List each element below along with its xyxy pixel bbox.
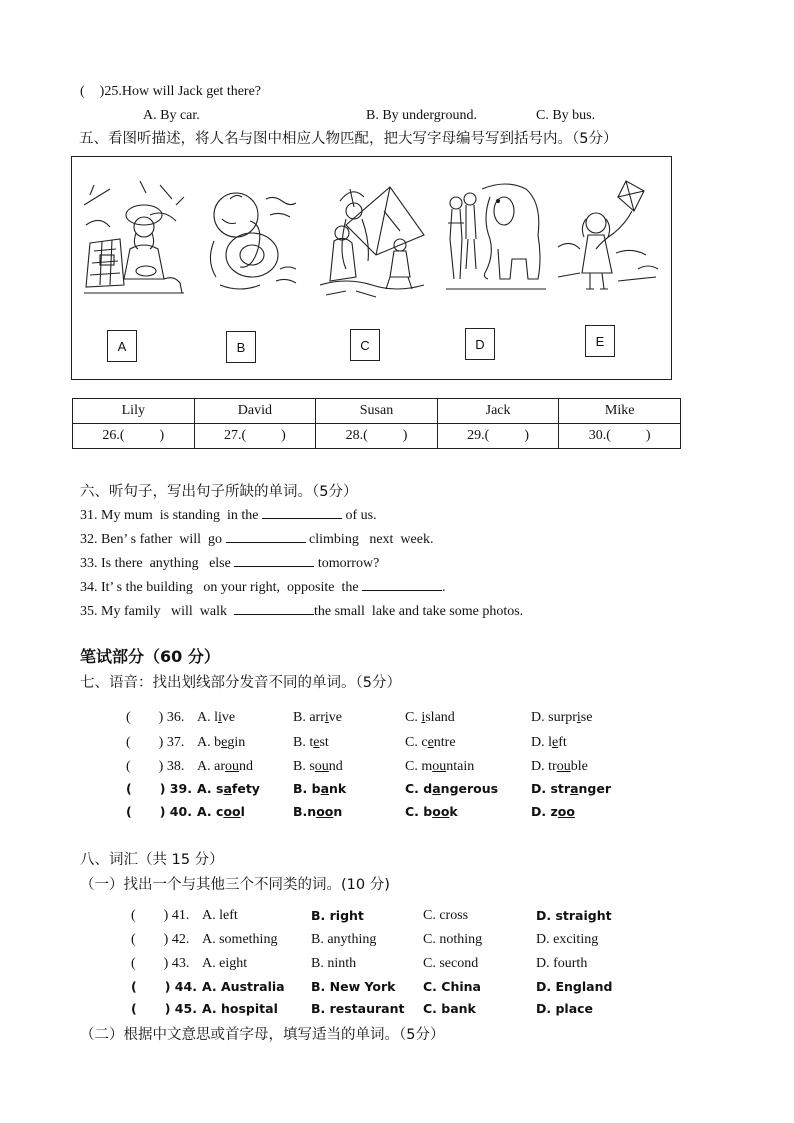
option-letter: D. [531, 735, 549, 750]
q25-stem: 25.How will Jack get there? [104, 84, 262, 99]
picture-d-elephant-zoo [446, 179, 546, 297]
picture-letter-b: B [226, 331, 256, 363]
word-part: b [423, 804, 433, 819]
q35-blank[interactable] [234, 601, 314, 615]
word-part: l [548, 735, 553, 750]
answer-cell-30[interactable]: 30.( ) [559, 424, 681, 449]
table-row [73, 399, 681, 424]
q37-option-c [405, 735, 456, 751]
word-part: ntain [446, 759, 475, 774]
answer-paren-q40[interactable] [126, 804, 192, 819]
answer-paren: ) [99, 84, 105, 99]
q33-line [80, 553, 379, 572]
underlined-letters: oo [223, 804, 241, 819]
underlined-letters: ou [314, 759, 329, 774]
underlined-letters: i [421, 710, 426, 725]
q33-blank[interactable] [234, 553, 314, 567]
word-part: c [216, 804, 224, 819]
q41-option-a: A. left [202, 908, 238, 923]
word-part: b [214, 735, 222, 750]
paren-close: ) [163, 908, 169, 923]
q42-option-b: B. anything [311, 932, 377, 947]
paren-open: ( [131, 908, 136, 923]
word-part: arr [309, 710, 325, 725]
underlined-letters: oo [557, 804, 575, 819]
option-letter: C. [405, 781, 424, 796]
option-letter: D. [531, 710, 549, 725]
word-part: ble [570, 759, 588, 774]
q25-option-c: C. By bus. [536, 108, 596, 123]
q45-option-b: B. restaurant [311, 1001, 405, 1016]
underlined-letters: e [427, 735, 434, 750]
paren-open: ( [131, 979, 137, 994]
q37-option-a [197, 735, 245, 751]
q36-option-d [531, 710, 592, 726]
q37-option-d [531, 735, 567, 751]
q39-option-a [197, 781, 260, 796]
underlined-letters: i [324, 710, 329, 725]
question-number: 40. [169, 804, 192, 819]
answer-cell-27[interactable]: 27.( ) [194, 424, 316, 449]
section7-title: 七、语音：找出划线部分发音不同的单词。（5分） [80, 675, 401, 691]
question-number: 45. [174, 1001, 197, 1016]
paren-open: ( [126, 781, 132, 796]
q25-option-b: B. By underground. [366, 108, 477, 123]
underlined-letters: oo [432, 804, 450, 819]
word-part: nger [578, 781, 612, 796]
word-part: ngerous [440, 781, 499, 796]
option-letter: D. [531, 759, 549, 774]
section8-part2-title: （二）根据中文意思或首字母，填写适当的单词。（5分） [80, 1027, 445, 1043]
q39-option-d [531, 781, 611, 796]
answer-paren-q39[interactable] [126, 781, 192, 796]
underlined-letters: ou [556, 759, 571, 774]
word-part: ve [221, 710, 236, 725]
q45-option-d: D. place [536, 1001, 594, 1016]
word-part: gin [227, 735, 246, 750]
q33-text: 33. Is there anything else [80, 556, 235, 571]
picture-letter-d: D [465, 328, 495, 360]
q38-option-a [197, 759, 253, 775]
q45-option-c: C. bank [423, 1001, 476, 1016]
table-row [73, 424, 681, 449]
name-matching-table [72, 398, 681, 449]
option-letter: A. [197, 735, 215, 750]
q35-text: 35. My family will walk [80, 604, 234, 619]
paren-close: ) [158, 710, 164, 725]
option-letter: B. [293, 710, 310, 725]
q41-option-d: D. straight [536, 908, 612, 923]
option-letter: A. [197, 804, 217, 819]
q31-blank[interactable] [262, 505, 342, 519]
q38-option-b [293, 759, 343, 775]
question-number: 37. [166, 735, 185, 750]
option-letter: C. [405, 710, 422, 725]
paren-close: ) [158, 735, 164, 750]
q42-option-c: C. nothing [423, 932, 483, 947]
q40-option-c [405, 804, 458, 819]
underlined-letters: ou [432, 759, 447, 774]
question-number: 43. [171, 956, 190, 971]
word-part: m [421, 759, 433, 774]
word-part: l [214, 710, 219, 725]
option-letter: C. [405, 735, 422, 750]
q32-line [80, 529, 433, 548]
picture-e-kite-girl [556, 177, 660, 299]
paren-open: ( [126, 804, 132, 819]
word-part: l [240, 804, 245, 819]
word-part: fety [231, 781, 260, 796]
option-letter: A. [197, 781, 217, 796]
q38-option-d [531, 759, 588, 775]
answer-paren: ( [80, 84, 85, 99]
underlined-letters: oo [316, 804, 334, 819]
word-part: c [421, 735, 428, 750]
answer-cell-26[interactable]: 26.( ) [73, 424, 195, 449]
option-letter: B. [293, 735, 310, 750]
answer-cell-28[interactable]: 28.( ) [316, 424, 438, 449]
paren-open: ( [131, 932, 136, 947]
answer-paren-q37[interactable] [126, 735, 184, 751]
picture-letter-a: A [107, 330, 137, 362]
word-part: ve [328, 710, 342, 725]
option-letter: B. [293, 781, 312, 796]
name-cell-susan: Susan [316, 399, 438, 424]
section8-title: 八、词汇（共 15 分） [80, 852, 224, 868]
question-number: 36. [166, 710, 185, 725]
q40-option-b [293, 804, 342, 819]
q36-option-c [405, 710, 455, 726]
paren-close: ) [159, 804, 166, 819]
q32-blank[interactable] [226, 529, 306, 543]
q42-option-a: A. something [202, 932, 278, 947]
q37-option-b [293, 735, 329, 751]
q41-option-c: C. cross [423, 908, 469, 923]
q38-option-c [405, 759, 474, 775]
q45-option-a: A. hospital [202, 1001, 278, 1016]
question-number: 42. [171, 932, 190, 947]
q32-text: 32. Ben’ s father will go [80, 532, 226, 547]
underlined-letters: e [313, 735, 320, 750]
question-number: 41. [171, 908, 190, 923]
option-letter: A. [197, 759, 215, 774]
q40-option-a [197, 804, 245, 819]
word-part: z [550, 804, 558, 819]
answer-paren-q44[interactable] [131, 979, 197, 994]
word-part: s [216, 781, 224, 796]
q31-line [80, 505, 377, 524]
section8-part1-title: （一）找出一个与其他三个不同类的词。(10 分) [80, 877, 390, 893]
underlined-letters: e [552, 735, 559, 750]
question-number: 39. [169, 781, 192, 796]
paren-close: ) [163, 932, 169, 947]
q39-option-b [293, 781, 346, 796]
answer-paren-q38[interactable] [126, 759, 184, 775]
q43-option-b: B. ninth [311, 956, 357, 971]
word-part: n [307, 804, 317, 819]
option-letter: C. [405, 759, 422, 774]
picture-frame [71, 156, 672, 380]
answer-paren-q43[interactable] [131, 956, 189, 972]
word-part: ft [558, 735, 567, 750]
paren-open: ( [126, 710, 131, 725]
picture-a-picnic-girl [80, 175, 188, 295]
paren-close: ) [163, 956, 169, 971]
picture-c-camping-kids [316, 181, 428, 299]
paren-close: ) [159, 781, 166, 796]
q34-line [80, 577, 446, 596]
option-letter: B. [293, 759, 310, 774]
word-part: ntre [433, 735, 456, 750]
word-part: str [550, 781, 571, 796]
underlined-letters: e [221, 735, 228, 750]
answer-paren-q45[interactable] [131, 1001, 197, 1016]
word-part: k [449, 804, 458, 819]
question-number: 44. [174, 979, 197, 994]
word-part: s [309, 759, 315, 774]
paren-close: ) [164, 1001, 171, 1016]
underlined-letters: i [218, 710, 222, 725]
picture-letter-e: E [585, 325, 615, 357]
option-letter: D. [531, 804, 551, 819]
paren-close: ) [164, 979, 171, 994]
option-letter: C. [405, 804, 424, 819]
q44-option-d: D. England [536, 979, 613, 994]
answer-paren-q36[interactable] [126, 710, 184, 726]
q41-option-b: B. right [311, 908, 364, 923]
underlined-letters: ou [225, 759, 240, 774]
paren-open: ( [131, 1001, 137, 1016]
q40-option-d [531, 804, 575, 819]
picture-letter-c: C [350, 329, 380, 361]
q44-option-b: B. New York [311, 979, 396, 994]
q34-blank[interactable] [362, 577, 442, 591]
q43-option-c: C. second [423, 956, 479, 971]
word-part: nd [328, 759, 343, 774]
q33-text-end: tomorrow? [314, 556, 380, 571]
option-letter: A. [197, 710, 215, 725]
q32-text-end: climbing next week. [305, 532, 434, 547]
word-part: surpr [548, 710, 577, 725]
paren-open: ( [126, 735, 131, 750]
underlined-letters: i [576, 710, 581, 725]
q44-option-c: C. China [423, 979, 481, 994]
paren-close: ) [158, 759, 164, 774]
q35-line [80, 601, 523, 620]
word-part: tr [548, 759, 557, 774]
word-part: n [333, 804, 343, 819]
word-part: sland [425, 710, 455, 725]
word-part: st [319, 735, 329, 750]
answer-cell-29[interactable]: 29.( ) [437, 424, 559, 449]
paren-open: ( [126, 759, 131, 774]
q31-text-end: of us. [342, 508, 377, 523]
answer-paren-q42[interactable] [131, 932, 189, 948]
q36-option-a [197, 710, 235, 726]
name-cell-mike: Mike [559, 399, 681, 424]
underlined-letters: a [223, 781, 232, 796]
q39-option-c [405, 781, 498, 796]
q43-option-a: A. eight [202, 956, 248, 971]
q25-option-a: A. By car. [143, 108, 200, 123]
underlined-letters: a [320, 781, 330, 796]
name-cell-jack: Jack [437, 399, 559, 424]
underlined-letters: a [432, 781, 441, 796]
name-cell-lily: Lily [73, 399, 195, 424]
q35-text-end: the small lake and take some photos. [314, 604, 524, 619]
q36-option-b [293, 710, 342, 726]
q42-option-d: D. exciting [536, 932, 599, 947]
question-number: 38. [166, 759, 185, 774]
word-part: b [311, 781, 321, 796]
section6-title: 六、听句子，写出句子所缺的单词。（5分） [80, 484, 358, 500]
word-part: nd [239, 759, 254, 774]
q25-line [80, 84, 261, 100]
q34-text: 34. It’ s the building on your right, opposite the [80, 580, 363, 595]
paren-open: ( [131, 956, 136, 971]
word-part: t [309, 735, 314, 750]
q44-option-a: A. Australia [202, 979, 285, 994]
option-letter: B. [293, 804, 308, 819]
word-part: d [423, 781, 433, 796]
answer-paren-q41[interactable] [131, 908, 189, 924]
written-part-title: 笔试部分（60 分） [80, 647, 220, 666]
name-cell-david: David [194, 399, 316, 424]
q31-text: 31. My mum is standing in the [80, 508, 262, 523]
q43-option-d: D. fourth [536, 956, 588, 971]
word-part: ar [214, 759, 226, 774]
option-letter: D. [531, 781, 551, 796]
underlined-letters: a [570, 781, 579, 796]
word-part: nk [329, 781, 347, 796]
q34-text-end: . [442, 580, 446, 595]
picture-b-swimming-boy [200, 185, 300, 297]
section5-title: 五、看图听描述，将人名与图中相应人物匹配，把大写字母编号写到括号内。（5分） [79, 131, 618, 147]
word-part: se [580, 710, 593, 725]
